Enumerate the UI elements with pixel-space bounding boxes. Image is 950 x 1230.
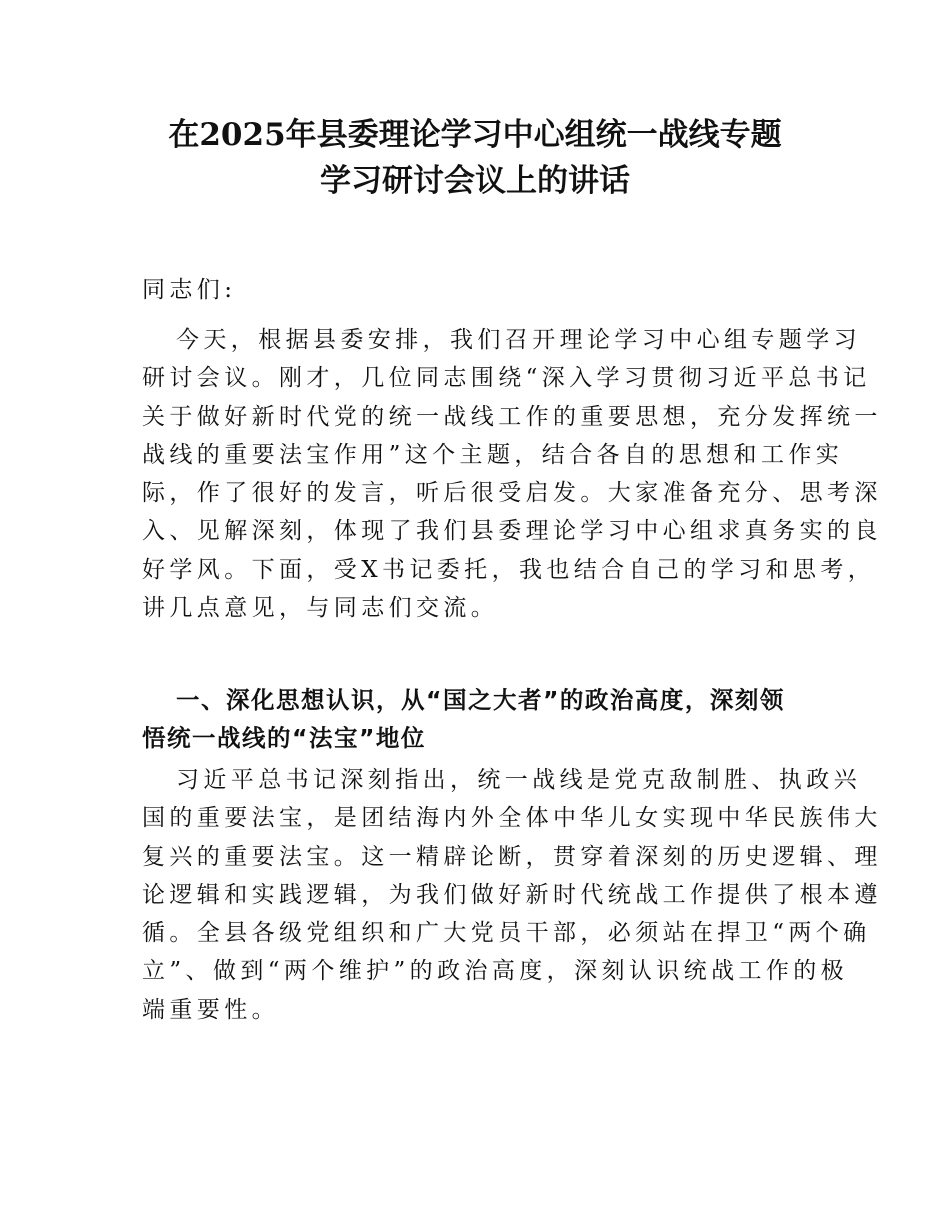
title-line: 学习研讨会议上的讲话 [320,163,630,199]
text-line: 习近平总书记深刻指出，统一战线是党克敌制胜、执政兴 [176,767,861,793]
salutation-text: 同志们: [142,277,237,303]
text-line: 今天，根据县委安排，我们召开理论学习中心组专题学习 [176,327,861,353]
text-line: 端重要性。 [142,996,279,1023]
title-line: 在2025年县委理论学习中心组统一战线专题 [168,117,782,153]
heading-line: 悟统一战线的“法宝”地位 [142,724,426,753]
text-line: 好学风。下面，受X书记委托，我也结合自己的学习和思考， [142,556,876,583]
document-title [0,112,950,204]
text-line: 立”、做到“两个维护”的政治高度，深刻认识统战工作的极 [142,958,849,985]
paragraph-2 [142,761,882,1029]
text-line: 关于做好新时代党的统一战线工作的重要思想，充分发挥统一 [142,403,882,430]
salutation [142,271,822,309]
text-line: 循。全县各级党组织和广大党员干部，必须站在捍卫“两个确 [142,920,871,947]
section-heading-1 [142,681,822,758]
text-line: 复兴的重要法宝。这一精辟论断，贯穿着深刻的历史逻辑、理 [142,843,882,870]
paragraph-1 [142,321,882,627]
text-line: 战线的重要法宝作用”这个主题，结合各自的思想和工作实 [142,441,844,468]
text-line: 论逻辑和实践逻辑，为我们做好新时代统战工作提供了根本遵 [142,881,882,908]
text-line: 入、见解深刻，体现了我们县委理论学习中心组求真务实的良 [142,518,882,545]
text-line: 国的重要法宝，是团结海内外全体中华儿女实现中华民族伟大 [142,805,882,832]
heading-line: 一、深化思想认识，从“国之大者”的政治高度，深刻领 [176,686,785,714]
text-line: 际，作了很好的发言，听后很受启发。大家准备充分、思考深 [142,480,882,507]
text-line: 研讨会议。刚才，几位同志围绕“深入学习贯彻习近平总书记 [142,365,871,392]
text-line: 讲几点意见，与同志们交流。 [142,595,499,622]
